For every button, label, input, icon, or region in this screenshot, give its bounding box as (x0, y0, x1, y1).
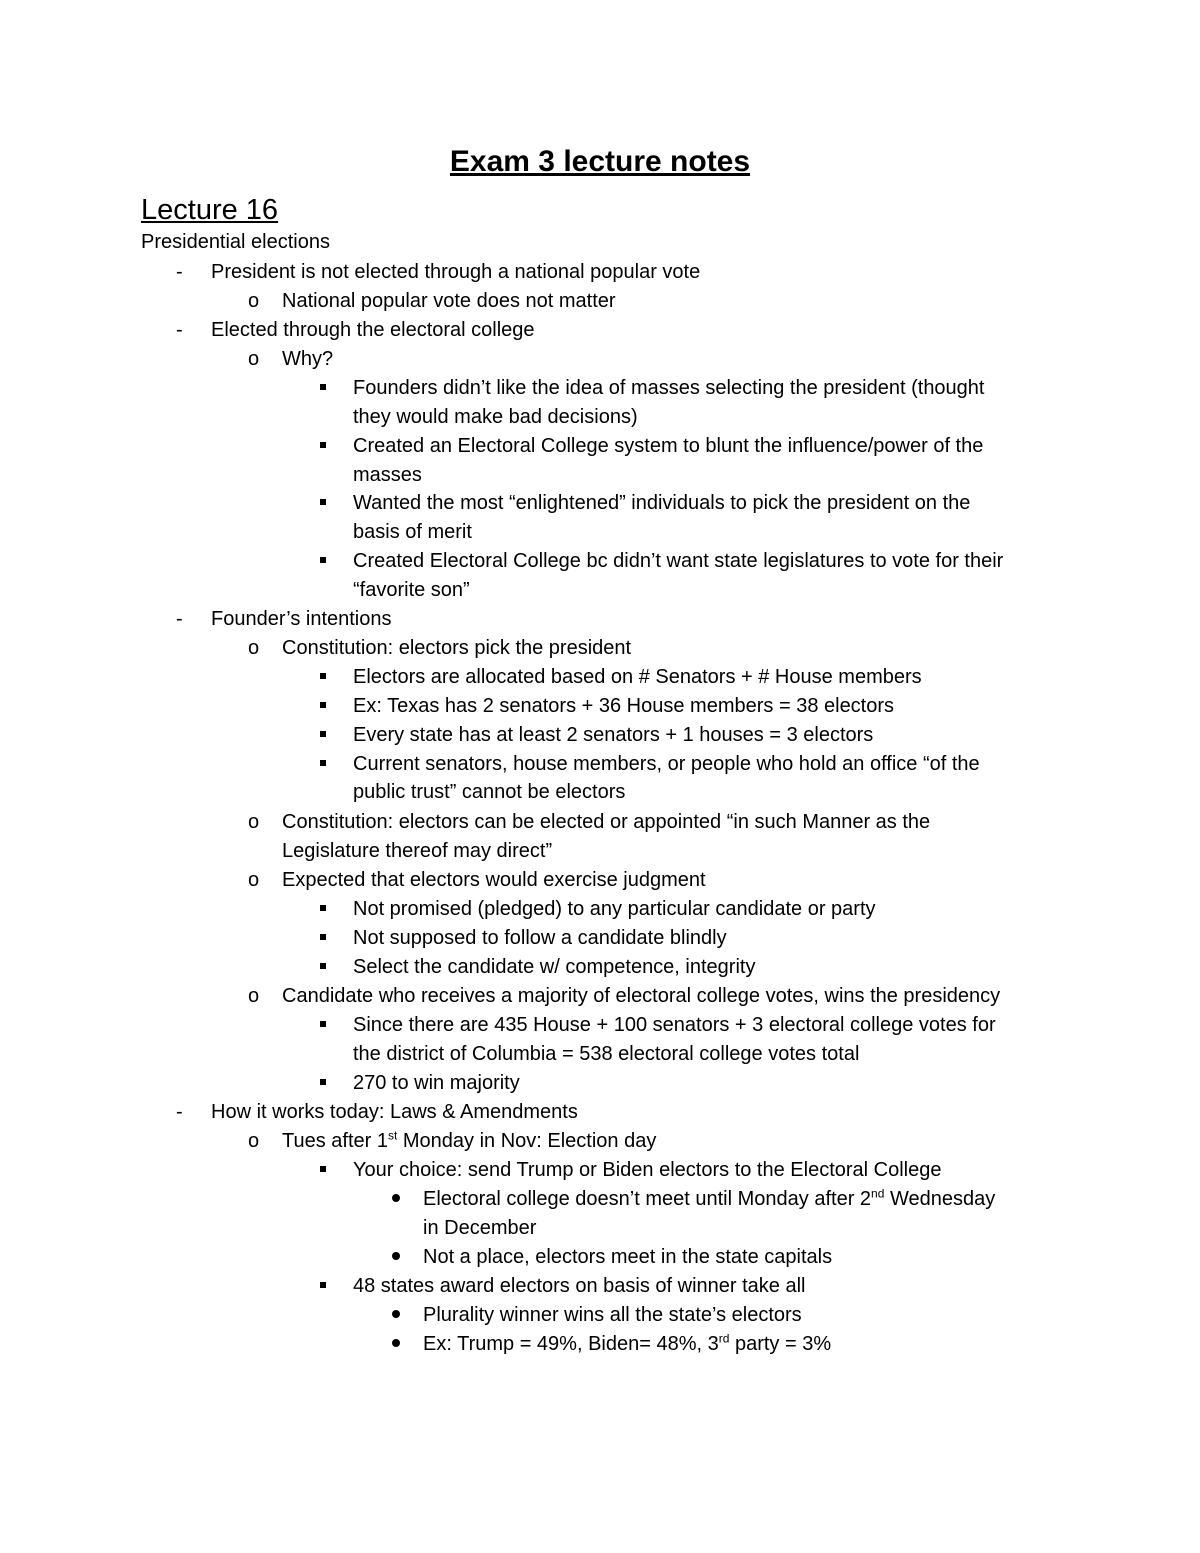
list-item-continuation: Legislature thereof may direct” (282, 840, 553, 862)
square-bullet (320, 499, 326, 505)
list-item-continuation: in December (423, 1217, 537, 1239)
circle-bullet: o (248, 869, 260, 891)
page-title: Exam 3 lecture notes (449, 145, 751, 178)
list-item: Every state has at least 2 senators + 1 houses = 3 electors (353, 724, 874, 746)
list-item: Constitution: electors pick the president (282, 637, 632, 659)
lecture-heading: Lecture 16 (141, 194, 279, 226)
square-bullet (320, 934, 326, 940)
circle-bullet: o (248, 637, 260, 659)
list-item-continuation: they would make bad decisions) (353, 406, 638, 428)
list-item: Expected that electors would exercise judgment (282, 869, 706, 891)
list-item-continuation: public trust” cannot be electors (353, 781, 626, 803)
list-item: Elected through the electoral college (211, 319, 535, 341)
list-item: Constitution: electors can be elected or appointed “in such Manner as the (282, 811, 931, 833)
dash-bullet: - (176, 261, 183, 283)
list-item: 48 states award electors on basis of winner take all (353, 1275, 806, 1297)
dash-bullet: - (176, 608, 183, 630)
square-bullet (320, 557, 326, 563)
list-item: Ex: Texas has 2 senators + 36 House members = 38 electors (353, 695, 895, 717)
square-bullet (320, 1021, 326, 1027)
square-bullet (320, 442, 326, 448)
list-item: How it works today: Laws & Amendments (211, 1101, 578, 1123)
list-item: Tues after 1st Monday in Nov: Election day (282, 1128, 657, 1152)
square-bullet (320, 1166, 326, 1172)
list-item: Current senators, house members, or people who hold an office “of the (353, 753, 980, 775)
square-bullet (320, 384, 326, 390)
circle-bullet: o (248, 290, 260, 312)
square-bullet (320, 673, 326, 679)
list-item: Electoral college doesn’t meet until Monday after 2nd Wednesday (423, 1186, 996, 1210)
list-item: Not a place, electors meet in the state capitals (423, 1246, 833, 1268)
list-item-continuation: “favorite son” (353, 579, 470, 601)
circle-bullet: o (248, 1130, 260, 1152)
square-bullet (320, 963, 326, 969)
square-bullet (320, 731, 326, 737)
list-item: Since there are 435 House + 100 senators + 3 electoral college votes for (353, 1014, 996, 1036)
list-item: Wanted the most “enlightened” individuals to pick the president on the (353, 492, 971, 514)
square-bullet (320, 1079, 326, 1085)
list-item: National popular vote does not matter (282, 290, 616, 312)
list-item: Created an Electoral College system to blunt the influence/power of the (353, 435, 984, 457)
list-item: Select the candidate w/ competence, integrity (353, 956, 756, 978)
round-bullet (392, 1194, 400, 1202)
list-item: Ex: Trump = 49%, Biden= 48%, 3rd party = 3% (423, 1331, 832, 1355)
square-bullet (320, 1282, 326, 1288)
round-bullet (392, 1252, 400, 1260)
list-item: Created Electoral College bc didn’t want state legislatures to vote for their (353, 550, 1004, 572)
section-label: Presidential elections (141, 231, 330, 253)
list-item: Plurality winner wins all the state’s electors (423, 1304, 802, 1326)
square-bullet (320, 760, 326, 766)
list-item: Founders didn’t like the idea of masses selecting the president (thought (353, 377, 985, 399)
circle-bullet: o (248, 348, 260, 370)
list-item: Not promised (pledged) to any particular candidate or party (353, 898, 876, 920)
list-item: Your choice: send Trump or Biden electors to the Electoral College (353, 1159, 942, 1181)
list-item-continuation: basis of merit (353, 521, 472, 543)
list-item-continuation: the district of Columbia = 538 electoral college votes total (353, 1043, 860, 1065)
list-item: Candidate who receives a majority of electoral college votes, wins the presidency (282, 985, 1001, 1007)
circle-bullet: o (248, 811, 260, 833)
dash-bullet: - (176, 1101, 183, 1123)
list-item: Electors are allocated based on # Senators + # House members (353, 666, 922, 688)
square-bullet (320, 702, 326, 708)
list-item: Why? (282, 348, 334, 370)
list-item: Not supposed to follow a candidate blindly (353, 927, 727, 949)
list-item: Founder’s intentions (211, 608, 392, 630)
square-bullet (320, 905, 326, 911)
list-item-continuation: masses (353, 464, 422, 486)
list-item: President is not elected through a national popular vote (211, 261, 701, 283)
list-item: 270 to win majority (353, 1072, 520, 1094)
dash-bullet: - (176, 319, 183, 341)
circle-bullet: o (248, 985, 260, 1007)
round-bullet (392, 1310, 400, 1318)
round-bullet (392, 1339, 400, 1347)
